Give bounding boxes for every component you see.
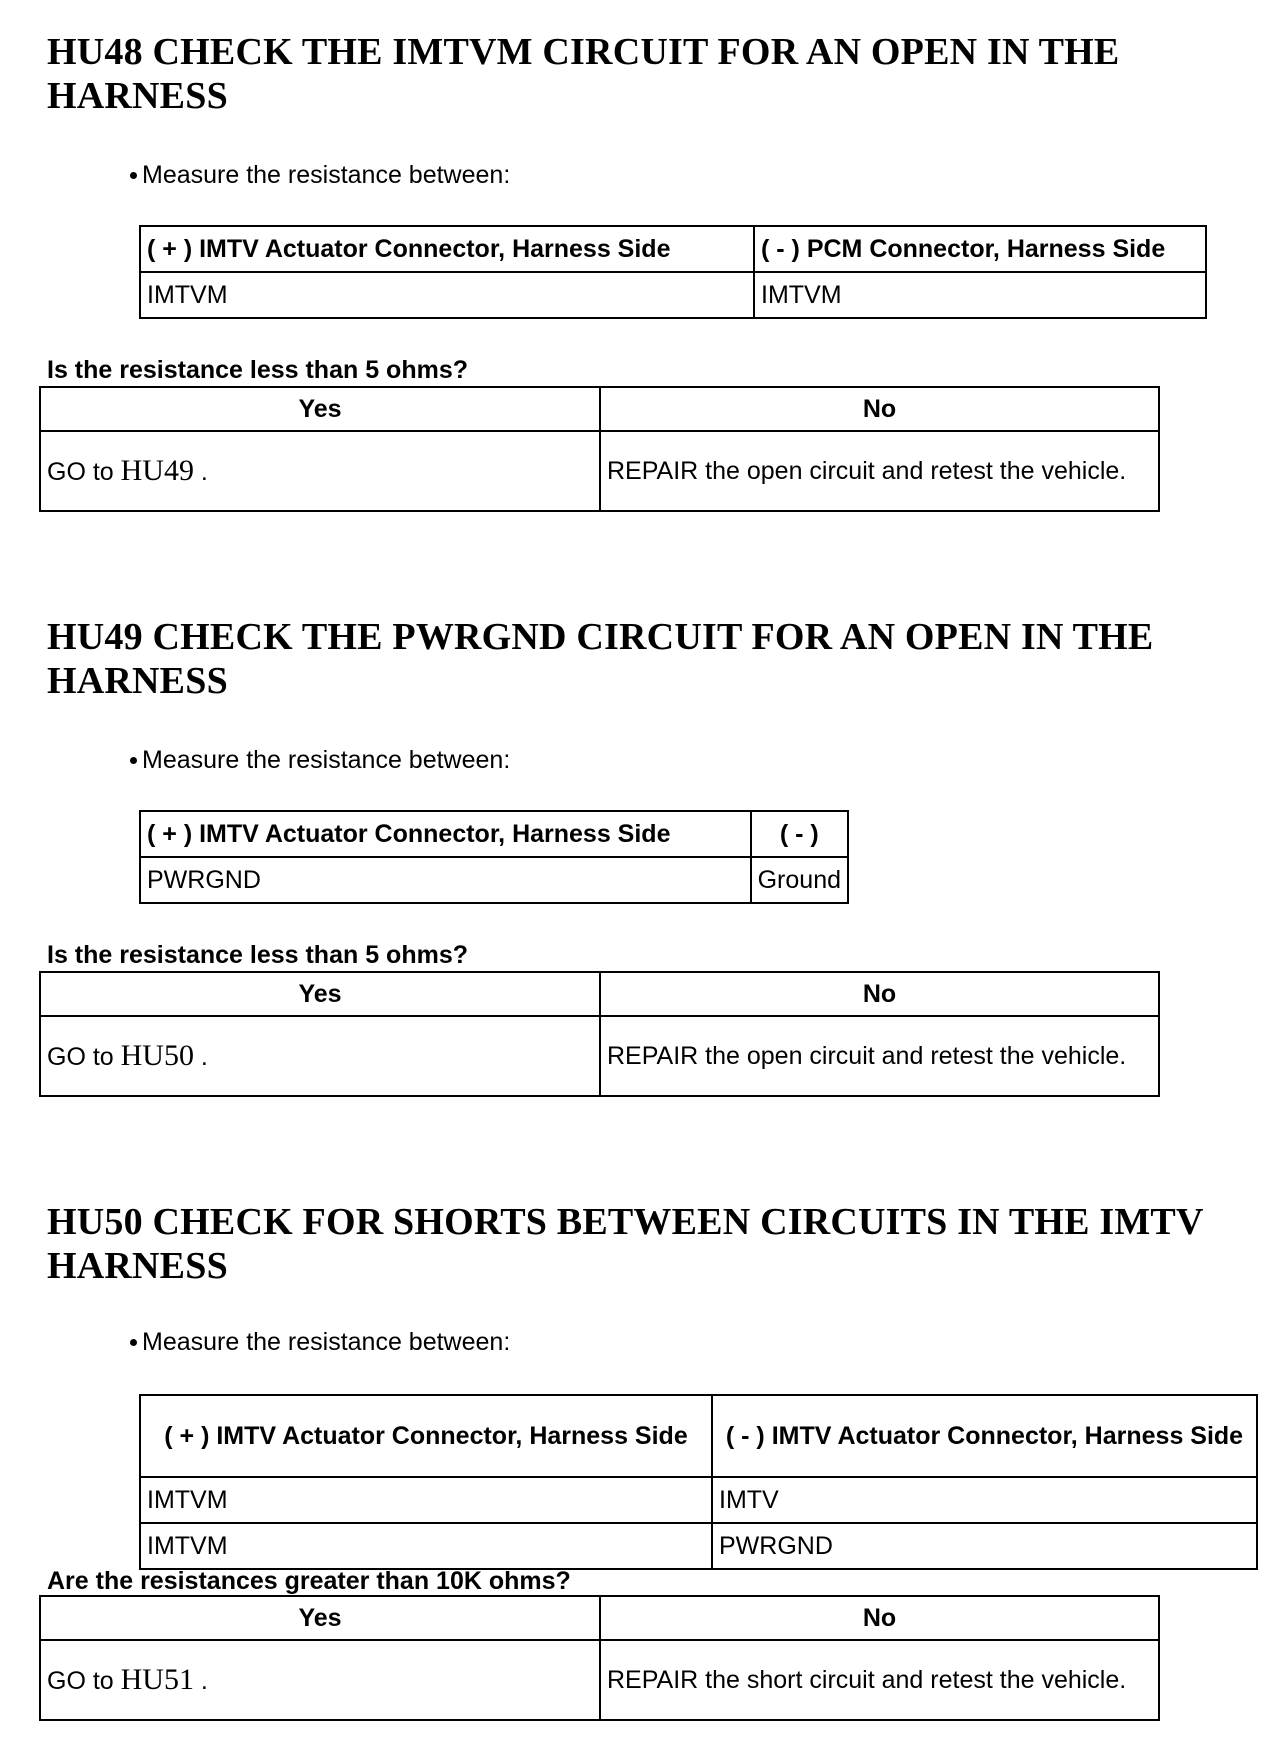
bullet-icon — [130, 1339, 137, 1346]
measurement-table — [139, 1394, 1258, 1570]
no-header: No — [600, 387, 1159, 431]
no-action: REPAIR the open circuit and retest the vehicle. — [600, 431, 1159, 511]
table-cell: IMTVM — [140, 272, 754, 318]
go-to-text: GO to — [47, 1666, 114, 1695]
section-heading: HU48 CHECK THE IMTVM CIRCUIT FOR AN OPEN IN THE HARNESS — [47, 31, 1120, 117]
table-header-row — [40, 1596, 1159, 1640]
bullet-icon — [130, 757, 137, 764]
section-hu49 — [0, 585, 1280, 1145]
yes-action — [40, 431, 600, 511]
measurement-table — [139, 810, 849, 904]
no-header: No — [600, 1596, 1159, 1640]
table-cell: IMTVM — [140, 1523, 712, 1569]
yes-header: Yes — [40, 387, 600, 431]
table-cell: IMTVM — [754, 272, 1206, 318]
question: Is the resistance less than 5 ohms? — [47, 941, 468, 969]
section-heading: HU50 CHECK FOR SHORTS BETWEEN CIRCUITS IN THE IMTV HARNESS — [47, 1201, 1203, 1287]
table-cell: PWRGND — [712, 1523, 1257, 1569]
column-header: ( - ) PCM Connector, Harness Side — [754, 226, 1206, 272]
table-row — [140, 272, 1206, 318]
table-row — [140, 1477, 1257, 1523]
table-row — [140, 1523, 1257, 1569]
instruction-text: Measure the resistance between: — [142, 161, 511, 189]
measurement-table — [139, 225, 1207, 319]
table-row — [40, 431, 1159, 511]
table-header-row — [40, 972, 1159, 1016]
table-row — [40, 1640, 1159, 1720]
step-link[interactable]: HU49 — [120, 453, 194, 487]
decision-table — [39, 1595, 1160, 1721]
instruction — [130, 160, 510, 190]
bullet-icon — [130, 172, 137, 179]
instruction — [130, 1327, 510, 1357]
step-link[interactable]: HU51 — [120, 1662, 194, 1696]
instruction — [130, 745, 510, 775]
yes-action — [40, 1640, 600, 1720]
no-header: No — [600, 972, 1159, 1016]
section-heading: HU49 CHECK THE PWRGND CIRCUIT FOR AN OPEN IN THE HARNESS — [47, 616, 1154, 702]
no-action: REPAIR the short circuit and retest the vehicle. — [600, 1640, 1159, 1720]
table-header-row — [40, 387, 1159, 431]
step-link[interactable]: HU50 — [120, 1038, 194, 1072]
section-hu50 — [0, 1170, 1280, 1762]
column-header: ( - ) IMTV Actuator Connector, Harness Side — [712, 1395, 1257, 1477]
column-header: ( + ) IMTV Actuator Connector, Harness Side — [140, 811, 751, 857]
section-hu48 — [0, 0, 1280, 560]
period: . — [193, 457, 208, 486]
column-header: ( + ) IMTV Actuator Connector, Harness Side — [140, 226, 754, 272]
table-header-row — [140, 811, 848, 857]
decision-table — [39, 386, 1160, 512]
instruction-text: Measure the resistance between: — [142, 746, 511, 774]
instruction-text: Measure the resistance between: — [142, 1328, 511, 1356]
table-cell: IMTV — [712, 1477, 1257, 1523]
decision-table — [39, 971, 1160, 1097]
no-action: REPAIR the open circuit and retest the vehicle. — [600, 1016, 1159, 1096]
yes-action — [40, 1016, 600, 1096]
column-header: ( + ) IMTV Actuator Connector, Harness Side — [140, 1395, 712, 1477]
table-header-row — [140, 1395, 1257, 1477]
period: . — [193, 1666, 208, 1695]
question: Are the resistances greater than 10K ohms? — [47, 1567, 571, 1595]
table-cell: Ground — [751, 857, 848, 903]
go-to-text: GO to — [47, 457, 114, 486]
question: Is the resistance less than 5 ohms? — [47, 356, 468, 384]
table-cell: IMTVM — [140, 1477, 712, 1523]
go-to-text: GO to — [47, 1042, 114, 1071]
table-header-row — [140, 226, 1206, 272]
period: . — [193, 1042, 208, 1071]
yes-header: Yes — [40, 1596, 600, 1640]
table-row — [40, 1016, 1159, 1096]
column-header: ( - ) — [751, 811, 848, 857]
yes-header: Yes — [40, 972, 600, 1016]
table-row — [140, 857, 848, 903]
table-cell: PWRGND — [140, 857, 751, 903]
